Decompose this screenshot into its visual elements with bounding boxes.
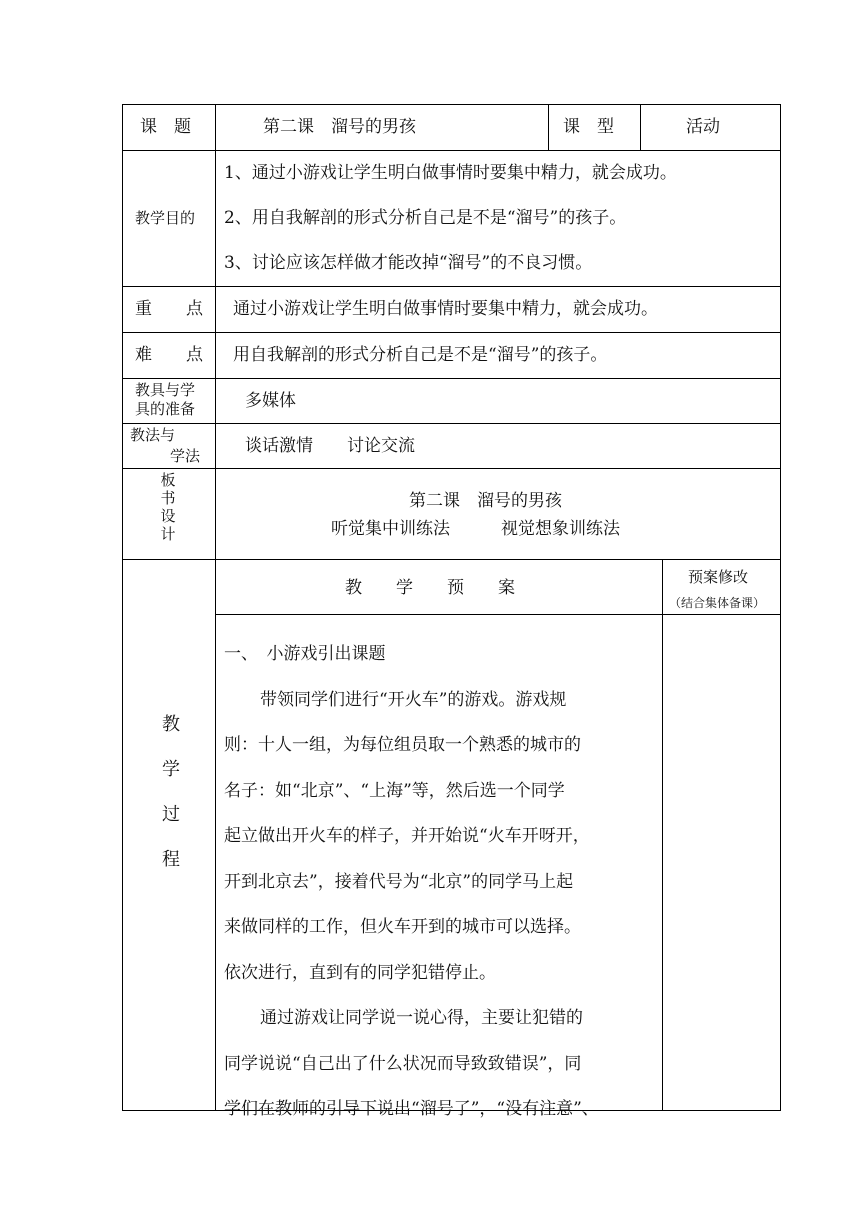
process-line: 学们在教师的引导下说出“溜号了”，“没有注意”、 bbox=[224, 1099, 599, 1119]
objective-item-3: 3、讨论应该怎样做才能改掉“溜号”的不良习惯。 bbox=[224, 253, 593, 273]
process-line: 一、 小游戏引出课题 bbox=[224, 644, 386, 664]
process-line: 同学说说“自己出了什么状况而导致致错误”，同 bbox=[224, 1053, 582, 1074]
board-label: 板 书 设 计 bbox=[160, 471, 176, 543]
revise-header: 预案修改 bbox=[688, 568, 749, 586]
tools-label-line-1: 教具与学 bbox=[135, 381, 196, 399]
objective-item-2: 2、用自我解剖的形式分析自己是不是“溜号”的孩子。 bbox=[224, 208, 627, 228]
key-point-value: 通过小游戏让学生明白做事情时要集中精力，就会成功。 bbox=[233, 299, 658, 319]
process-line: 带领同学们进行“开火车”的游戏。游戏规 bbox=[260, 689, 567, 710]
process-label: 教 学 过 程 bbox=[162, 714, 180, 870]
type-label: 课 型 bbox=[563, 117, 614, 137]
key-point-label: 重 点 bbox=[135, 299, 203, 319]
process-line: 依次进行，直到有的同学犯错停止。 bbox=[224, 962, 496, 983]
difficulty-value: 用自我解剖的形式分析自己是不是“溜号”的孩子。 bbox=[233, 345, 608, 365]
methods-value: 谈话激情 讨论交流 bbox=[245, 436, 415, 456]
process-line: 通过游戏让同学说一说心得，主要让犯错的 bbox=[260, 1008, 583, 1028]
lesson-type: 活动 bbox=[686, 117, 720, 137]
process-line: 名子：如“北京”、“上海”等，然后选一个同学 bbox=[224, 780, 565, 801]
tools-label-line-2: 具的准备 bbox=[135, 400, 196, 418]
process-line: 起立做出开火车的样子，并开始说“火车开呀开， bbox=[224, 826, 590, 846]
process-line: 来做同样的工作，但火车开到的城市可以选择。 bbox=[224, 917, 581, 937]
board-line-2: 听觉集中训练法 视觉想象训练法 bbox=[331, 519, 620, 539]
process-line: 则：十人一组，为每位组员取一个熟悉的城市的 bbox=[224, 735, 581, 755]
process-line: 开到北京去”，接着代号为“北京”的同学马上起 bbox=[224, 871, 574, 892]
methods-label-line-2: 学法 bbox=[170, 447, 201, 465]
board-line-1: 第二课 溜号的男孩 bbox=[409, 491, 562, 511]
revise-subheader: （结合集体备课） bbox=[669, 596, 766, 610]
objectives-label: 教学目的 bbox=[135, 209, 196, 227]
methods-label-line-1: 教法与 bbox=[130, 426, 176, 444]
objective-item-1: 1、通过小游戏让学生明白做事情时要集中精力，就会成功。 bbox=[224, 163, 677, 183]
lesson-title: 第二课 溜号的男孩 bbox=[263, 117, 416, 137]
plan-header: 教 学 预 案 bbox=[345, 578, 515, 598]
process-body bbox=[224, 632, 658, 1133]
tools-value: 多媒体 bbox=[245, 391, 296, 411]
title-label: 课 题 bbox=[140, 117, 191, 137]
difficulty-label: 难 点 bbox=[135, 345, 203, 365]
